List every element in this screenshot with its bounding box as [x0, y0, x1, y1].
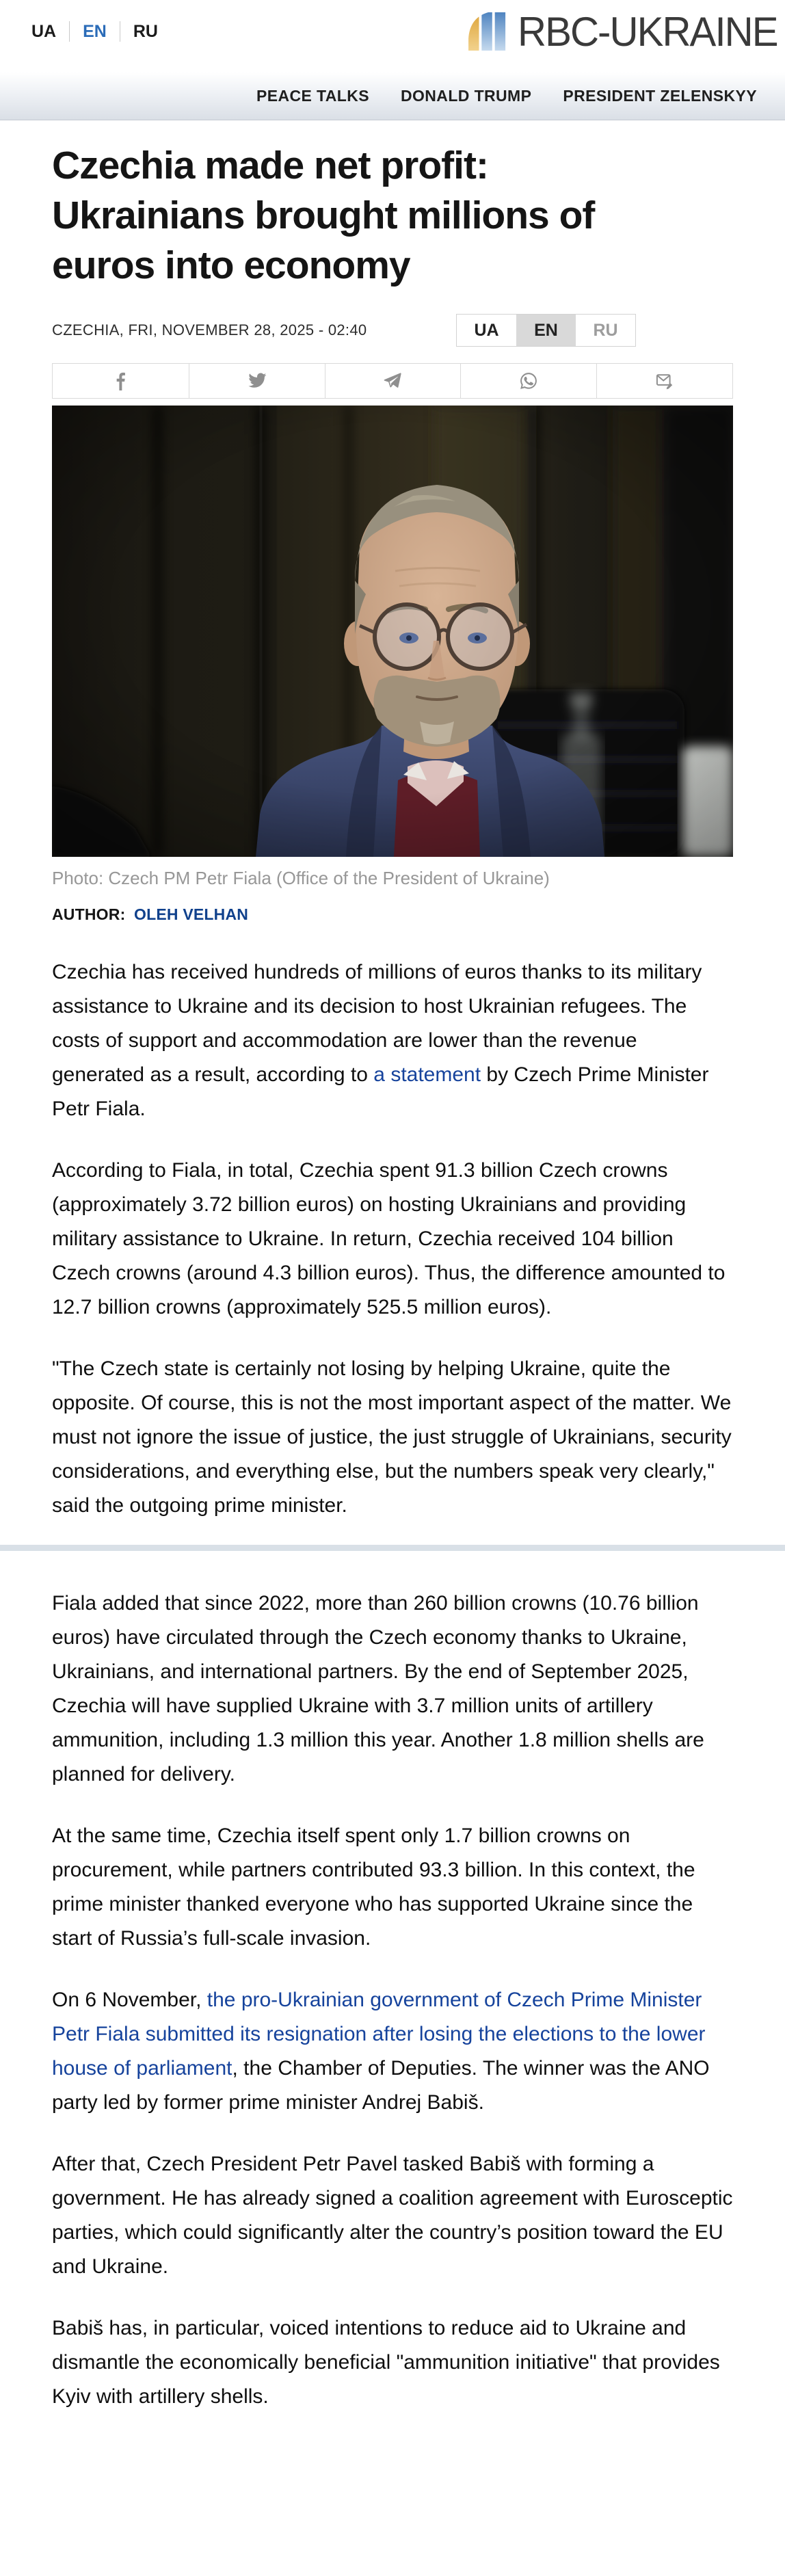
inline-link[interactable]: a statement	[373, 1063, 481, 1086]
share-email-button[interactable]	[596, 364, 732, 398]
article-paragraph	[52, 1819, 733, 1956]
site-logo[interactable]	[468, 8, 785, 55]
article-paragraph	[52, 1983, 733, 2120]
title-line: Czechia made net profit:	[52, 144, 488, 187]
paragraph-text: After that, Czech President Petr Pavel tasked Babiš with forming a government. He has already signed a coalition agreement with Eurosceptic parties, which could significantly alter the country’s position toward the EU and Ukraine.	[52, 2153, 733, 2278]
share-twitter-button[interactable]	[189, 364, 325, 398]
share-bar	[52, 363, 733, 399]
paragraph-text: According to Fiala, in total, Czechia spent 91.3 billion Czech crowns (approximately 3.72 billion euros) on hosting Ukrainians and providing military assistance to Ukraine. In return, Czechia received 104 billion Czech crowns (around 4.3 billion euros). Thus, the difference amounted to 12.7 billion crowns (approximately 525.5 million euros).	[52, 1159, 726, 1318]
top-lang-en[interactable]: EN	[83, 21, 107, 41]
photo-caption: Photo: Czech PM Petr Fiala (Office of the President of Ukraine)	[52, 868, 550, 888]
trending-nav	[0, 72, 785, 120]
vertical-divider	[69, 21, 70, 42]
paragraph-text: On 6 November,	[52, 1989, 207, 2011]
paragraph-text: by Czech Prime Minister Petr Fiala.	[52, 1063, 709, 1120]
share-facebook-button[interactable]	[53, 364, 189, 398]
title-line: Ukrainians brought millions of	[52, 194, 595, 237]
paragraph-text: Czechia has received hundreds of millions of euros thanks to its military assistance to Ukraine and its decision to host Ukrainian refugees. The costs of support and accommodation are lower than the revenue generated as a result, according to	[52, 961, 702, 1086]
article-paragraph	[52, 2147, 733, 2284]
share-telegram-button[interactable]	[325, 364, 461, 398]
facebook-icon	[116, 371, 126, 390]
nav-item-president-zelenskyy[interactable]: PRESIDENT ZELENSKYY	[563, 87, 757, 105]
paragraph-text: Fiala added that since 2022, more than 260 billion crowns (10.76 billion euros) have circulated through the Czech economy thanks to Ukraine, Ukrainians, and international partners. By the end of September 2025, Czechia will have supplied Ukraine with 3.7 million units of artillery ammunition, including 1.3 million this year. Another 1.8 million shells are planned for delivery.	[52, 1592, 704, 1785]
article-body-top	[52, 955, 733, 1523]
paragraph-text: Babiš has, in particular, voiced intentions to reduce aid to Ukraine and dismantle the economically beneficial "ammunition initiative" that provides Kyiv with artillery shells.	[52, 2317, 720, 2408]
article-dateline: CZECHIA, FRI, NOVEMBER 28, 2025 - 02:40	[52, 321, 367, 338]
nav-item-peace-talks[interactable]: PEACE TALKS	[256, 87, 369, 105]
article-paragraph	[52, 1352, 733, 1523]
twitter-icon	[248, 373, 267, 389]
top-language-switcher	[31, 21, 158, 42]
author-row	[52, 905, 733, 924]
article-paragraph	[52, 1154, 733, 1325]
author-link[interactable]: OLEH VELHAN	[134, 905, 249, 923]
nav-item-donald-trump[interactable]: DONALD TRUMP	[401, 87, 532, 105]
inline-link[interactable]: the pro-Ukrainian government of Czech Prime Minister Petr Fiala submitted its resignation after losing the elections to the lower house of parliament	[52, 1989, 706, 2080]
email-edit-icon	[655, 372, 674, 390]
article-paragraph	[52, 1586, 733, 1792]
article-column-lower	[52, 1551, 733, 2462]
whatsapp-icon	[519, 371, 538, 390]
telegram-icon	[383, 372, 402, 390]
lang-tab-ua[interactable]: UA	[474, 320, 499, 340]
article-photo	[52, 406, 733, 857]
section-divider	[0, 1545, 785, 1551]
paragraph-text: "The Czech state is certainly not losing by helping Ukraine, quite the opposite. Of course, this is not the most important aspect of the matter. We must not ignore the issue of justice, the just struggle of Ukrainians, security considerations, and everything else, but the numbers speak very clearly," said the outgoing prime minister.	[52, 1357, 732, 1517]
article-paragraph	[52, 955, 733, 1126]
article-body-bottom	[52, 1551, 733, 2462]
paragraph-text: At the same time, Czechia itself spent only 1.7 billion crowns on procurement, while partners contributed 93.3 billion. In this context, the prime minister thanked everyone who has supported Ukraine since the start of Russia’s full-scale invasion.	[52, 1824, 695, 1950]
author-label: AUTHOR:	[52, 905, 126, 923]
article-paragraph	[52, 2311, 733, 2414]
article-column	[52, 141, 733, 1523]
top-header	[0, 0, 785, 63]
article-meta-row	[52, 314, 733, 347]
article-language-tabs	[456, 314, 636, 347]
logo-icon	[468, 12, 508, 51]
paragraph-text: , the Chamber of Deputies. The winner was the ANO party led by former prime minister Andrej Babiš.	[52, 2057, 710, 2114]
title-line: euros into economy	[52, 243, 410, 287]
share-whatsapp-button[interactable]	[460, 364, 596, 398]
logo-text: RBC-UKRAINE	[517, 8, 777, 55]
article-title	[52, 141, 733, 291]
top-lang-ru[interactable]: RU	[133, 21, 158, 41]
top-lang-ua[interactable]: UA	[31, 21, 57, 41]
lang-tab-en[interactable]: EN	[516, 315, 576, 346]
lang-tab-ru[interactable]: RU	[593, 320, 618, 340]
